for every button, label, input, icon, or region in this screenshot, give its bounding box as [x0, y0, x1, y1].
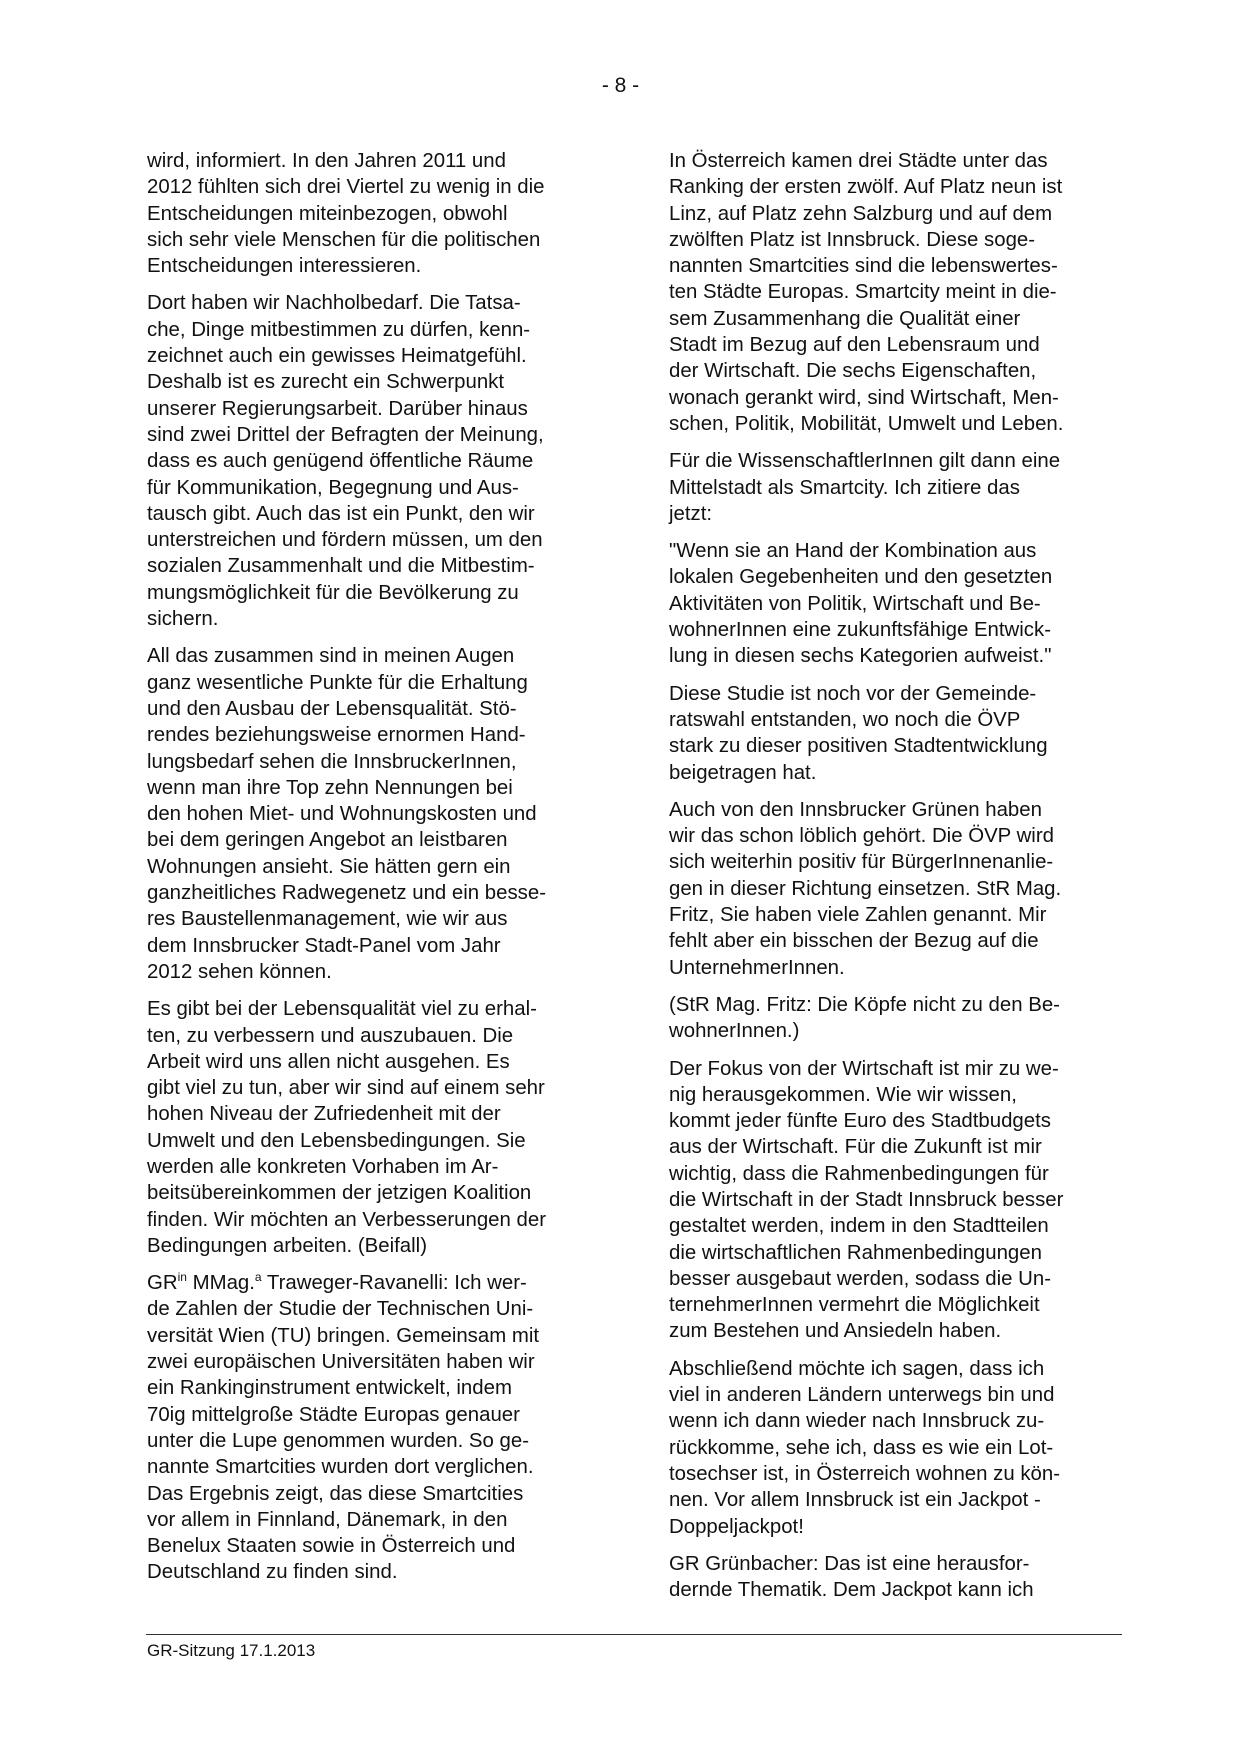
interjection-paragraph: (StR Mag. Fritz: Die Köpfe nicht zu den Be- wohnerInnen.)	[669, 993, 1060, 1043]
speaker-paragraph	[147, 1270, 597, 1586]
quote-paragraph: "Wenn sie an Hand der Kombination aus lokalen Gegebenheiten und den gesetzten Aktivitäten von Politik, Wirtschaft und Be- wohnerInnen eine zukunftsfähige Entwick- lung in diesen sechs Kategorien aufweist."	[669, 540, 1053, 668]
paragraph: Auch von den Innsbrucker Grünen haben wir das schon löblich gehört. Die ÖVP wird sich weiterhin positiv für BürgerInnenanlie- gen in dieser Richtung einsetzen. StR Mag. Fritz, Sie haben viele Zahlen genannt. Mir fehlt aber ein bisschen der Bezug auf die UnternehmerInnen.	[669, 798, 1062, 979]
footer-divider	[146, 1634, 1122, 1635]
speaker-title: GR	[147, 1272, 178, 1295]
left-column	[147, 148, 597, 1597]
speaker-degree-superscript: a	[254, 1270, 262, 1285]
page-number: - 8 -	[601, 74, 640, 97]
speech-text: Ich wer- de Zahlen der Studie der Technischen Uni- versität Wien (TU) bringen. Gemeinsam mit zwei europäischen Universitäten haben wir ein Rankinginstrument entwickelt, indem 70ig mittelgroße Städte Europas genauer unter die Lupe genommen wurden. So ge- nannte Smartcities wurden dort verglichen. Das Ergebnis zeigt, das diese Smartcities vor allem in Finnland, Dänemark, in den Benelux Staaten sowie in Österreich und Deutschland zu finden sind.	[147, 1272, 540, 1584]
speech-text: Das ist eine herausfor- dernde Thematik. Dem Jackpot kann ich	[669, 1552, 1034, 1602]
right-column	[669, 148, 1121, 1614]
paragraph: Dort haben wir Nachholbedarf. Die Tatsa- che, Dinge mitbestimmen zu dürfen, kenn- zeichnet auch ein gewisses Heimatgefühl. Deshalb ist es zurecht ein Schwerpunkt unserer Regierungsarbeit. Darüber hinaus sind zwei Drittel der Befragten der Meinung, dass es auch genügend öffentliche Räume für Kommunikation, Begegnung und Aus- tausch gibt. Auch das ist ein Punkt, den wir unterstreichen und fördern müssen, um den sozialen Zusammenhalt und die Mitbestim- mungsmöglichkeit für die Bevölkerung zu sichern.	[147, 292, 544, 631]
speaker-degree: MMag.	[186, 1272, 255, 1295]
paragraph: Diese Studie ist noch vor der Gemeinde- ratswahl entstanden, wo noch die ÖVP stark zu dieser positiven Stadtentwicklung beigetragen hat.	[669, 682, 1048, 784]
speaker-name: GR Grünbacher:	[669, 1552, 819, 1575]
paragraph: All das zusammen sind in meinen Augen ganz wesentliche Punkte für die Erhaltung und den Ausbau der Lebensqualität. Stö- rendes beziehungsweise ernormen Hand- lungsbedarf sehen die InnsbruckerInnen, wenn man ihre Top zehn Nennungen bei den hohen Miet- und Wohnungskosten und bei dem geringen Angebot an leistbaren Wohnungen ansieht. Sie hätten gern ein ganzheitliches Radwegenetz und ein besse- res Baustellenmanagement, wie wir aus dem Innsbrucker Stadt-Panel vom Jahr 2012 sehen können.	[147, 645, 547, 983]
speaker-name	[147, 1272, 449, 1294]
paragraph: Es gibt bei der Lebensqualität viel zu erhal- ten, zu verbessern und auszubauen. Die Arbeit wird uns allen nicht ausgehen. Es gibt viel zu tun, aber wir sind auf einem sehr hohen Niveau der Zufriedenheit mit der Umwelt und den Lebensbedingungen. Sie werden alle konkreten Vorhaben im Ar- beitsübereinkommen der jetzigen Koalition finden. Wir möchten an Verbesserungen der Bedingungen arbeiten. (Beifall)	[147, 998, 546, 1257]
paragraph: Abschließend möchte ich sagen, dass ich viel in anderen Ländern unterwegs bin und wenn ich dann wieder nach Innsbruck zu- rückkomme, sehe ich, dass es wie ein Lot- tosechser ist, in Österreich wohnen zu kön- nen. Vor allem Innsbruck ist ein Jackpot - Doppeljackpot!	[669, 1357, 1060, 1538]
speaker-paragraph	[669, 1551, 1121, 1604]
paragraph: Für die WissenschaftlerInnen gilt dann eine Mittelstadt als Smartcity. Ich zitiere das jetzt:	[669, 450, 1061, 525]
speaker-title-superscript: in	[177, 1270, 187, 1285]
speaker-surname: Traweger-Ravanelli:	[261, 1272, 449, 1295]
footer-session-date: GR-Sitzung 17.1.2013	[147, 1641, 316, 1660]
paragraph: In Österreich kamen drei Städte unter das Ranking der ersten zwölf. Auf Platz neun ist Linz, auf Platz zehn Salzburg und auf dem zwölften Platz ist Innsbruck. Diese soge- nannten Smartcities sind die lebenswertes- ten Städte Europas. Smartcity meint in die- sem Zusammenhang die Qualität einer Stadt im Bezug auf den Lebensraum und der Wirtschaft. Die sechs Eigenschaften, wonach gerankt wird, sind Wirtschaft, Men- schen, Politik, Mobilität, Umwelt und Leben.	[669, 150, 1064, 435]
paragraph: Der Fokus von der Wirtschaft ist mir zu we- nig herausgekommen. Wie wir wissen, kommt jeder fünfte Euro des Stadtbudgets aus der Wirtschaft. Für die Zukunft ist mir wichtig, dass die Rahmenbedingungen für die Wirtschaft in der Stadt Innsbruck besser gestaltet werden, indem in den Stadtteilen die wirtschaftlichen Rahmenbedingungen besser ausgebaut werden, sodass die Un- ternehmerInnen vermehrt die Möglichkeit zum Bestehen und Ansiedeln haben.	[669, 1057, 1064, 1343]
paragraph: wird, informiert. In den Jahren 2011 und 2012 fühlten sich drei Viertel zu wenig in die Entscheidungen miteinbezogen, obwohl sich sehr viele Menschen für die politischen Entscheidungen interessieren.	[147, 150, 545, 278]
